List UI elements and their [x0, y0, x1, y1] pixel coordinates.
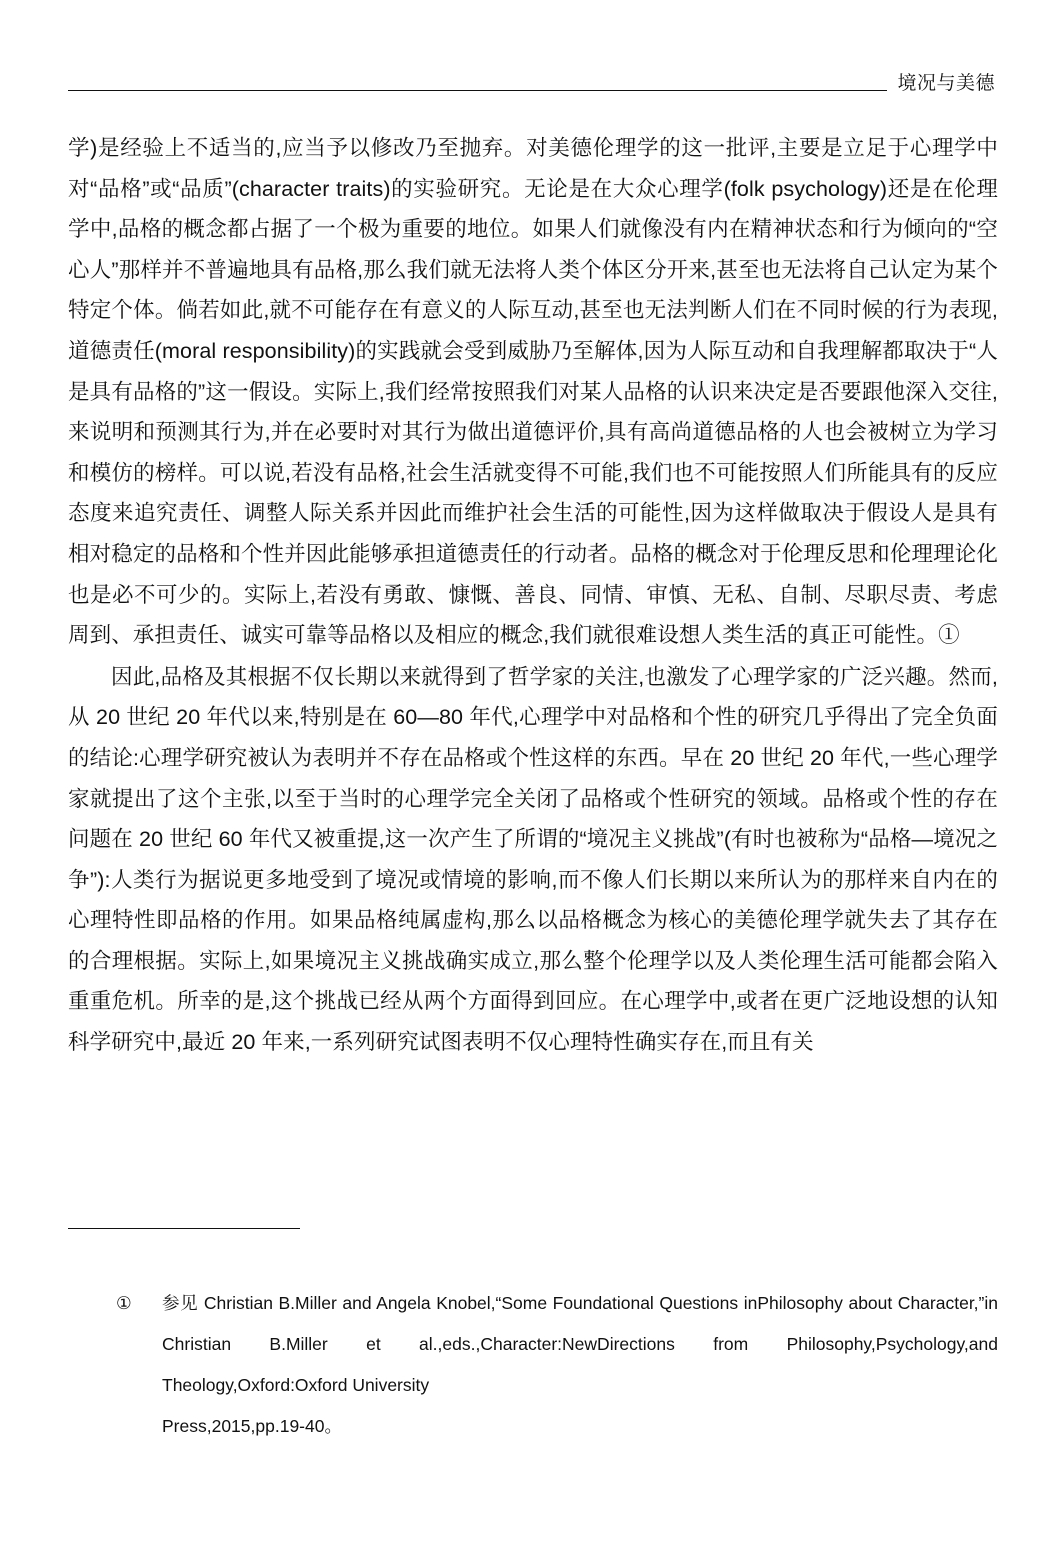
footnote-area: [68, 1228, 998, 1447]
footnote-text-wrapper: [162, 1283, 998, 1447]
page-header: [68, 72, 995, 104]
footnote-text-lastline: Press,2015,pp.19-40。: [162, 1416, 342, 1436]
footnote-text: 参见 Christian B.Miller and Angela Knobel,“Some Foundational Questions inPhilosophy about Character,”in Christian B.Miller et al.,eds.,Character:NewDirections from Philosophy,Psychology,and Theology,Oxford:Oxford University: [162, 1293, 998, 1395]
paragraph-1: 学)是经验上不适当的,应当予以修改乃至抛弃。对美德伦理学的这一批评,主要是立足于心理学中对“品格”或“品质”(character traits)的实验研究。无论是在大众心理学(folk psychology)还是在伦理学中,品格的概念都占据了一个极为重要的地位。如果人们就像没有内在精神状态和行为倾向的“空心人”那样并不普遍地具有品格,那么我们就无法将人类个体区分开来,甚至也无法将自己认定为某个特定个体。倘若如此,就不可能存在有意义的人际互动,甚至也无法判断人们在不同时候的行为表现,道德责任(moral responsibility)的实践就会受到威胁乃至解体,因为人际互动和自我理解都取决于“人是具有品格的”这一假设。实际上,我们经常按照我们对某人品格的认识来决定是否要跟他深入交往,来说明和预测其行为,并在必要时对其行为做出道德评价,具有高尚道德品格的人也会被树立为学习和模仿的榜样。可以说,若没有品格,社会生活就变得不可能,我们也不可能按照人们所能具有的反应态度来追究责任、调整人际关系并因此而维护社会生活的可能性,因为这样做取决于假设人是具有相对稳定的品格和个性并因此能够承担道德责任的行动者。品格的概念对于伦理反思和伦理理论化也是必不可少的。实际上,若没有勇敢、慷慨、善良、同情、审慎、无私、自制、尽职尽责、考虑周到、承担责任、诚实可靠等品格以及相应的概念,我们就很难设想人类生活的真正可能性。①: [68, 136, 998, 648]
paragraph-2: 因此,品格及其根据不仅长期以来就得到了哲学家的关注,也激发了心理学家的广泛兴趣。然而,从 20 世纪 20 年代以来,特别是在 60—80 年代,心理学中对品格和个性的研究几乎得出了完全负面的结论:心理学研究被认为表明并不存在品格或个性这样的东西。早在 20 世纪 20 年代,一些心理学家就提出了这个主张,以至于当时的心理学完全关闭了品格或个性研究的领域。品格或个性的存在问题在 20 世纪 60 年代又被重提,这一次产生了所谓的“境况主义挑战”(有时也被称为“品格—境况之争”):人类行为据说更多地受到了境况或情境的影响,而不像人们长期以来所认为的那样来自内在的心理特性即品格的作用。如果品格纯属虚构,那么以品格概念为核心的美德伦理学就失去了其存在的合理根据。实际上,如果境况主义挑战确实成立,那么整个伦理学以及人类伦理生活可能都会陷入重重危机。所幸的是,这个挑战已经从两个方面得到回应。在心理学中,或者在更广泛地设想的认知科学研究中,最近 20 年来,一系列研究试图表明不仅心理特性确实存在,而且有关: [68, 664, 998, 1055]
running-title: 境况与美德: [887, 72, 995, 96]
body-content: [68, 128, 998, 1063]
footnote-marker: ①: [116, 1293, 132, 1313]
footnote-item: [68, 1283, 998, 1447]
header-divider: [68, 90, 995, 91]
footnote-divider: [68, 1228, 300, 1229]
